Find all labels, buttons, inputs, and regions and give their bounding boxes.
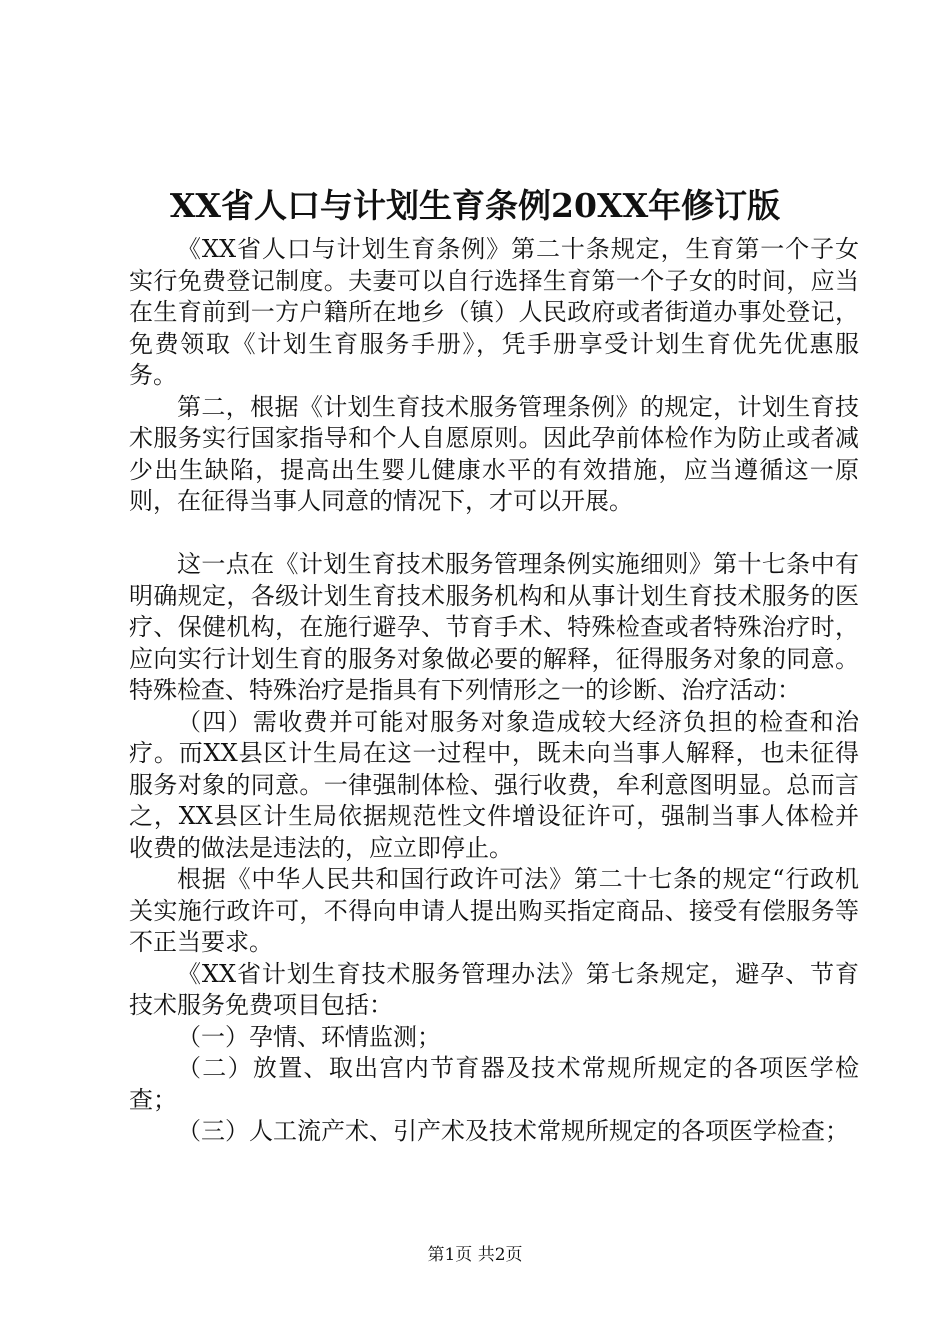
- paragraph-article-7: 《XX省计划生育技术服务管理办法》第七条规定，避孕、节育技术服务免费项目包括：: [129, 959, 859, 1019]
- paragraph-second-point: 第二，根据《计划生育技术服务管理条例》的规定，计划生育技术服务实行国家指导和个人自愿原则。因此孕前体检作为防止或者减少出生缺陷，提高出生婴儿健康水平的有效措施，应当遵循这一原则，在征得当事人同意的情况下，才可以开展。: [129, 392, 859, 515]
- list-item-three: （三）人工流产术、引产术及技术常规所规定的各项医学检查；: [177, 1117, 849, 1145]
- paragraph-item-four: （四）需收费并可能对服务对象造成较大经济负担的检查和治疗。而XX县区计生局在这一过程中，既未向当事人解释，也未征得服务对象的同意。一律强制体检、强行收费，牟利意图明显。总而言之，XX县区计生局依据规范性文件增设征许可，强制当事人体检并收费的做法是违法的，应立即停止。: [129, 707, 859, 862]
- document-title: XX省人口与计划生育条例20XX年修订版: [169, 186, 781, 225]
- page-number: 第1页 共2页: [427, 1245, 523, 1265]
- list-item-one: （一）孕情、环情监测；: [177, 1022, 441, 1051]
- paragraph-article-20: 《XX省人口与计划生育条例》第二十条规定，生育第一个子女实行免费登记制度。夫妻可以自行选择生育第一个子女的时间，应当在生育前到一方户籍所在地乡（镇）人民政府或者街道办事处登记，免费领取《计划生育服务手册》，凭手册享受计划生育优先优惠服务。: [129, 235, 859, 389]
- paragraph-article-17: 这一点在《计划生育技术服务管理条例实施细则》第十七条中有明确规定，各级计划生育技术服务机构和从事计划生育技术服务的医疗、保健机构，在施行避孕、节育手术、特殊检查或者特殊治疗时，应向实行计划生育的服务对象做必要的解释，征得服务对象的同意。特殊检查、特殊治疗是指具有下列情形之一的诊断、治疗活动：: [129, 550, 859, 704]
- list-item-two: （二）放置、取出宫内节育器及技术常规所规定的各项医学检查；: [129, 1054, 859, 1114]
- paragraph-licensing-law: 根据《中华人民共和国行政许可法》第二十七条的规定“行政机关实施行政许可，不得向申请人提出购买指定商品、接受有偿服务等不正当要求。: [129, 865, 859, 956]
- document-body: [129, 234, 859, 1148]
